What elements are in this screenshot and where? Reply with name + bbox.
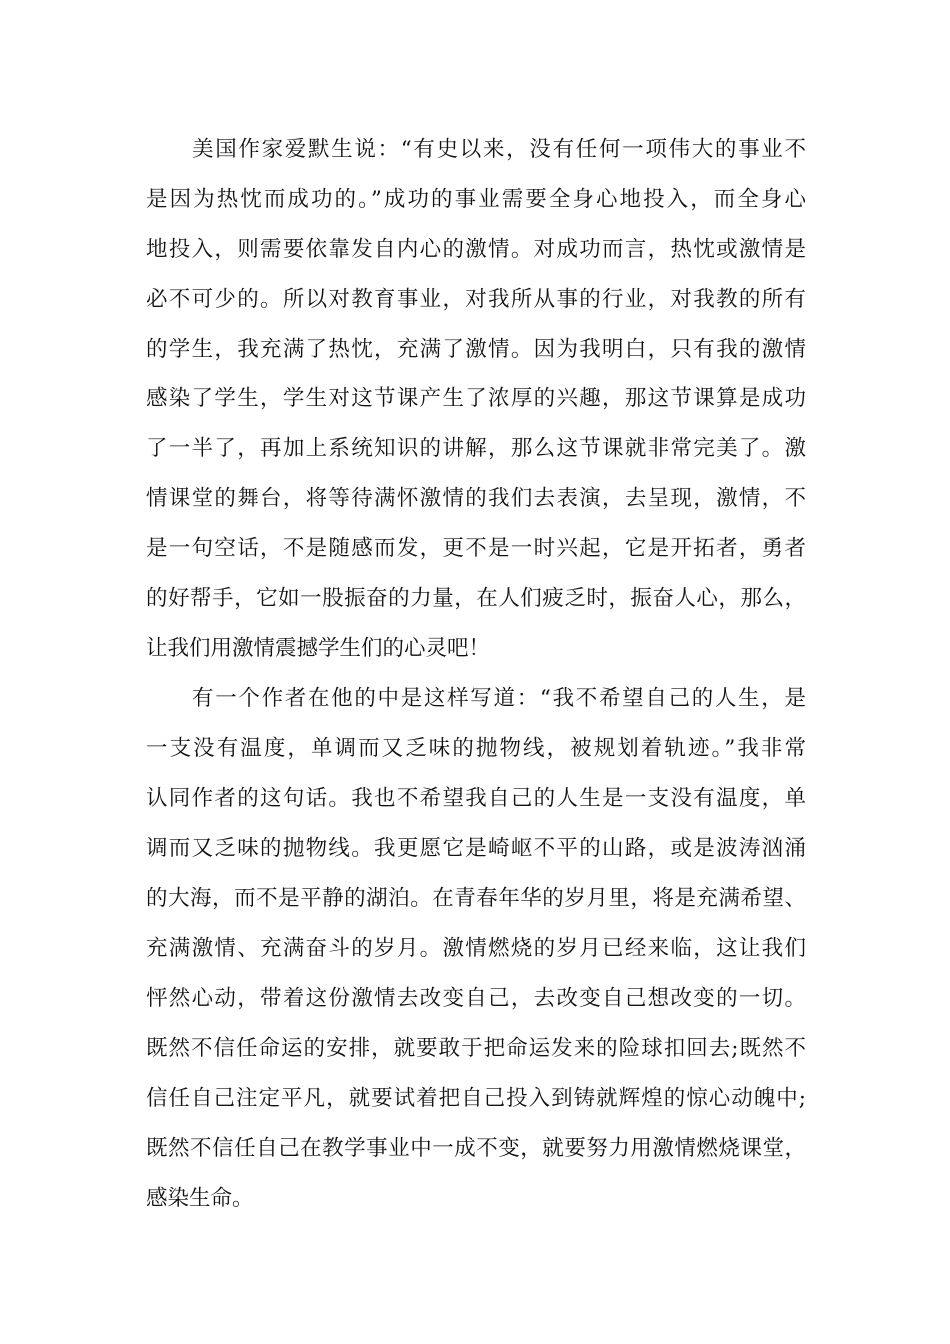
paragraph-1-line-2: 是因为热忱而成功的。”成功的事业需要全身心地投入，而全身心 (146, 187, 806, 212)
paragraph-2-line-6: 充满激情、充满奋斗的岁月。激情燃烧的岁月已经来临，这让我们 (146, 936, 806, 961)
paragraph-2-line-7: 怦然心动，带着这份激情去改变自己，去改变自己想改变的一切。 (146, 986, 806, 1011)
paragraph-2-line-2: 一支没有温度，单调而又乏味的抛物线，被规划着轨迹。”我非常 (146, 736, 806, 761)
paragraph-1-line-7: 了一半了，再加上系统知识的讲解，那么这节课就非常完美了。激 (146, 436, 806, 461)
paragraph-1-line-1: 美国作家爱默生说：“有史以来，没有任何一项伟大的事业不 (192, 137, 806, 162)
paragraph-2-line-4: 调而又乏味的抛物线。我更愿它是崎岖不平的山路，或是波涛汹涌 (146, 836, 806, 861)
paragraph-2-line-5: 的大海，而不是平静的湖泊。在青春年华的岁月里，将是充满希望、 (146, 886, 806, 911)
paragraph-1-line-5: 的学生，我充满了热忱，充满了激情。因为我明白，只有我的激情 (146, 337, 806, 362)
paragraph-2-line-1: 有一个作者在他的中是这样写道：“我不希望自己的人生，是 (192, 686, 806, 711)
paragraph-1-line-11: 让我们用激情震撼学生们的心灵吧！ (146, 636, 491, 661)
paragraph-2-line-8: 既然不信任命运的安排，就要敢于把命运发来的险球扣回去;既然不 (146, 1036, 806, 1061)
paragraph-1-line-9: 是一句空话，不是随感而发，更不是一时兴起，它是开拓者，勇者 (146, 536, 806, 561)
paragraph-2-line-11: 感染生命。 (146, 1186, 254, 1211)
paragraph-2-line-3: 认同作者的这句话。我也不希望我自己的人生是一支没有温度，单 (146, 786, 806, 811)
paragraph-1-line-4: 必不可少的。所以对教育事业，对我所从事的行业，对我教的所有 (146, 287, 806, 312)
paragraph-1-line-6: 感染了学生，学生对这节课产生了浓厚的兴趣，那这节课算是成功 (146, 386, 806, 411)
paragraph-2-line-10: 既然不信任自己在教学事业中一成不变，就要努力用激情燃烧课堂， (146, 1136, 806, 1161)
paragraph-1-line-3: 地投入，则需要依靠发自内心的激情。对成功而言，热忱或激情是 (146, 237, 806, 262)
paragraph-1-line-10: 的好帮手，它如一股振奋的力量，在人们疲乏时，振奋人心，那么， (146, 586, 806, 611)
paragraph-2-line-9: 信任自己注定平凡，就要试着把自己投入到铸就辉煌的惊心动魄中; (146, 1086, 806, 1111)
paragraph-1-line-8: 情课堂的舞台，将等待满怀激情的我们去表演，去呈现，激情，不 (146, 486, 806, 511)
